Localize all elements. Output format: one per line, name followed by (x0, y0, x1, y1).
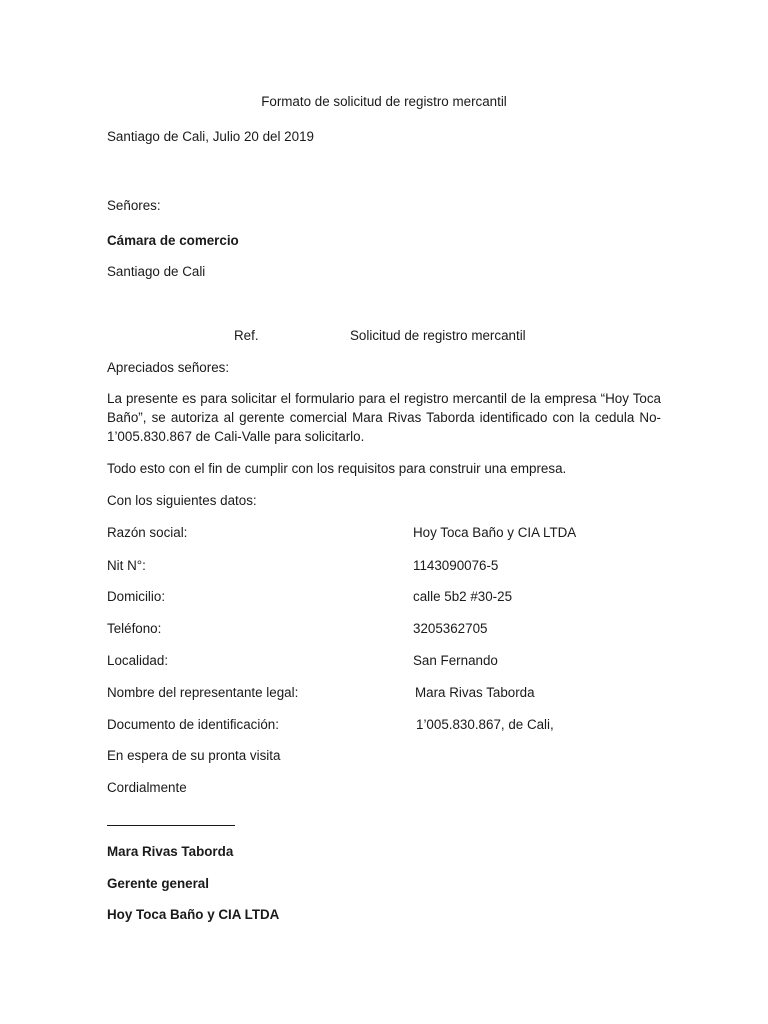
recipient-name: Cámara de comercio (107, 233, 239, 248)
field-label-nit: Nit N°: (107, 558, 146, 573)
purpose-text: Todo esto con el fin de cumplir con los requisitos para construir una empresa. (107, 461, 567, 476)
greeting: Apreciados señores: (107, 360, 230, 375)
field-label-representante: Nombre del representante legal: (107, 685, 299, 700)
field-value-documento: 1’005.830.867, de Cali, (416, 717, 554, 732)
field-label-razon-social: Razón social: (107, 525, 188, 540)
body-paragraph: La presente es para solicitar el formulario para el registro mercantil de la empresa “Hoy Toca Baño”, se autoriza al gerente comercial Mara Rivas Taborda identificado con la cedula No- 1’005.830.867 de Cali-Valle para solicitarlo. (107, 391, 661, 444)
ref-label: Ref. (234, 328, 259, 343)
ref-text: Solicitud de registro mercantil (350, 328, 526, 343)
salutation-to: Señores: (107, 198, 161, 213)
field-label-telefono: Teléfono: (107, 621, 162, 636)
signer-company: Hoy Toca Baño y CIA LTDA (107, 907, 280, 922)
place-date: Santiago de Cali, Julio 20 del 2019 (107, 129, 314, 144)
field-label-localidad: Localidad: (107, 653, 169, 668)
signature-line (107, 825, 235, 826)
signer-name: Mara Rivas Taborda (107, 844, 234, 859)
document-title: Formato de solicitud de registro mercantil (261, 94, 507, 109)
signer-title: Gerente general (107, 876, 209, 891)
data-intro: Con los siguientes datos: (107, 493, 257, 508)
field-label-domicilio: Domicilio: (107, 589, 166, 604)
closing-wait: En espera de su pronta visita (107, 748, 281, 763)
field-value-razon-social: Hoy Toca Baño y CIA LTDA (413, 525, 577, 540)
recipient-city: Santiago de Cali (107, 264, 206, 279)
field-label-documento: Documento de identificación: (107, 717, 279, 732)
field-value-domicilio: calle 5b2 #30-25 (413, 589, 513, 604)
closing: Cordialmente (107, 780, 187, 795)
field-value-nit: 1143090076-5 (413, 558, 499, 573)
field-value-telefono: 3205362705 (413, 621, 488, 636)
field-value-localidad: San Fernando (413, 653, 498, 668)
field-value-representante: Mara Rivas Taborda (415, 685, 535, 700)
